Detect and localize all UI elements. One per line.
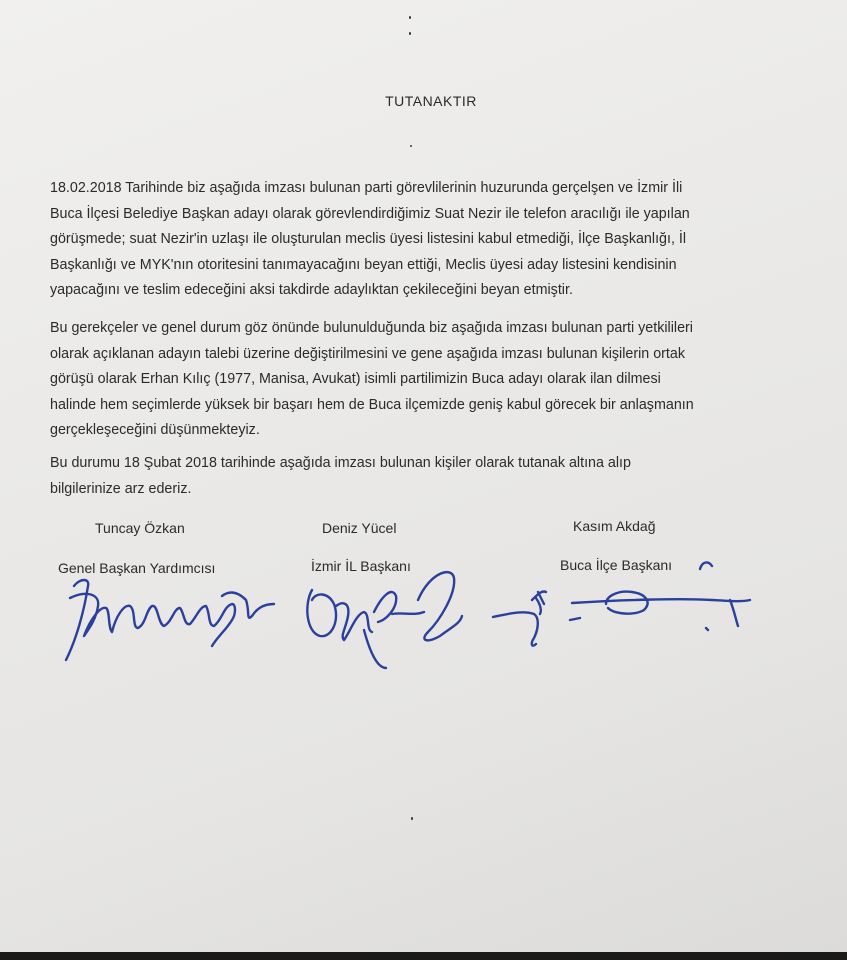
paragraph-line: 18.02.2018 Tarihinde biz aşağıda imzası bulunan parti görevlilerinin huzurunda gerçelşen ve İzmir İli bbox=[50, 180, 683, 196]
signature-1 bbox=[66, 580, 274, 660]
signatory-role-3: Buca İlçe Başkanı bbox=[560, 557, 673, 573]
bottom-band bbox=[0, 952, 847, 960]
paragraph-3 bbox=[50, 451, 631, 502]
paper-speck bbox=[410, 145, 412, 147]
paper-speck bbox=[409, 32, 411, 35]
signature-2 bbox=[307, 572, 462, 668]
signatory-name-3: Kasım Akdağ bbox=[573, 518, 656, 534]
paragraph-line: yapacağını ve teslim edeceğini aksi takdirde adaylıktan çekileceğini beyan etmiştir. bbox=[50, 282, 573, 298]
paper-speck bbox=[409, 16, 411, 19]
paragraph-2 bbox=[50, 316, 694, 444]
document-title: TUTANAKTIR bbox=[385, 93, 477, 109]
signatory-name-1: Tuncay Özkan bbox=[95, 520, 185, 536]
paragraph-line: bilgilerinize arz ederiz. bbox=[50, 480, 192, 497]
signatory-role-2: İzmir İL Başkanı bbox=[311, 558, 411, 574]
signature-3 bbox=[493, 562, 750, 645]
paper-speck bbox=[411, 817, 413, 820]
signatory-name-2: Deniz Yücel bbox=[322, 520, 397, 536]
paragraph-line: Bu durumu 18 Şubat 2018 tarihinde aşağıda imzası bulunan kişiler olarak tutanak altına alıp bbox=[50, 455, 631, 471]
paragraph-line: olarak açıklanan adayın talebi üzerine değiştirilmesini ve gene aşağıda imzası bulunan kişilerin ortak bbox=[50, 345, 685, 362]
paragraph-line: görüşmede; suat Nezir'in uzlaşı ile oluşturulan meclis üyesi listesini kabul etmediği, İlçe Başkanlığı, İl bbox=[50, 231, 687, 247]
paragraph-line: Buca İlçesi Belediye Başkan adayı olarak görevlendirdiğimiz Suat Nezir ile telefon aracılığı ile yapılan bbox=[50, 205, 690, 222]
paragraph-line: Başkanlığı ve MYK'nın otoritesini tanımayacağını beyan ettiği, Meclis üyesi aday listesini kendisinin bbox=[50, 256, 677, 273]
paragraph-line: Bu gerekçeler ve genel durum göz önünde bulunulduğunda biz aşağıda imzası bulunan parti yetkilileri bbox=[50, 320, 693, 336]
paragraph-line: halinde hem seçimlerde yüksek bir başarı hem de Buca ilçemizde geniş kabul görecek bir anlaşmanın bbox=[50, 396, 694, 413]
paragraph-1 bbox=[50, 176, 690, 304]
paragraph-line: gerçekleşeceğini düşünmekteyiz. bbox=[50, 422, 260, 438]
paragraph-line: görüşü olarak Erhan Kılıç (1977, Manisa, Avukat) isimli partilimizin Buca adayı olarak ilan dilmesi bbox=[50, 371, 661, 387]
signatory-role-1: Genel Başkan Yardımcısı bbox=[58, 560, 216, 576]
